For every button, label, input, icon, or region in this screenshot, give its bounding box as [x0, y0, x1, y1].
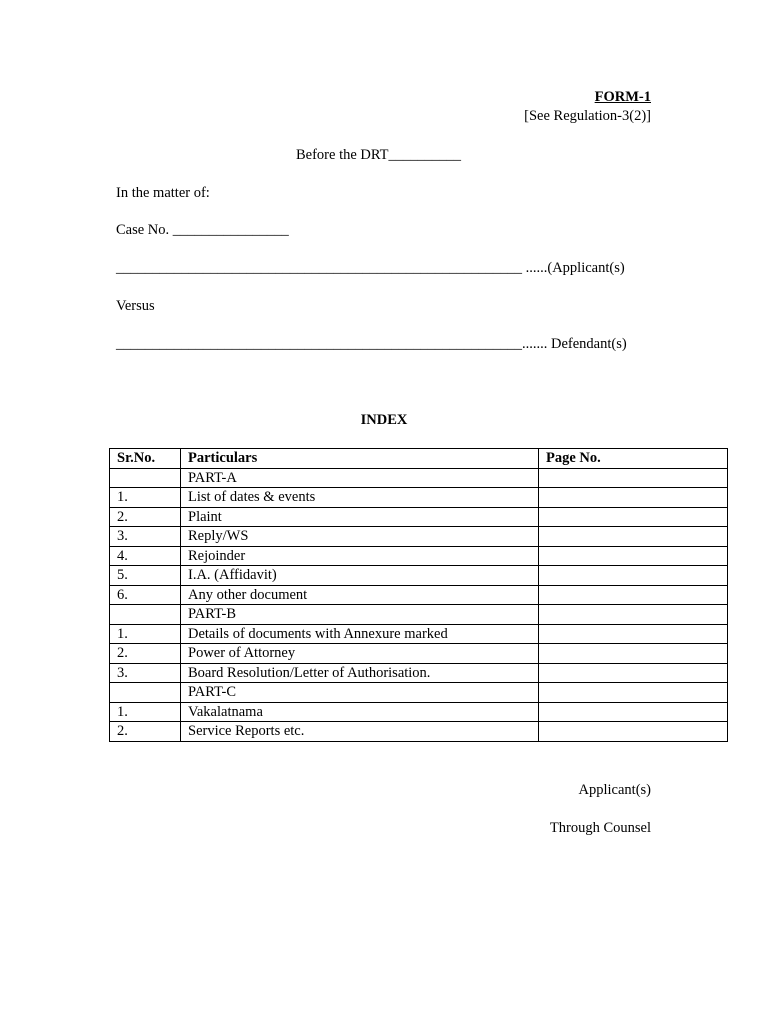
page-no-cell [539, 468, 728, 488]
before-drt-line: Before the DRT__________ [296, 147, 462, 163]
particulars-cell: Details of documents with Annexure marked [181, 624, 539, 644]
applicant-line: ________________________________________________________ ......(Applicant(s) [116, 260, 625, 276]
table-row [110, 702, 728, 722]
table-row [110, 527, 728, 547]
particulars-cell: Vakalatnama [181, 702, 539, 722]
sr-no-cell: 5. [110, 566, 181, 586]
table-row [110, 722, 728, 742]
table-part-row [110, 468, 728, 488]
sr-no-cell [110, 683, 181, 703]
particulars-cell: Board Resolution/Letter of Authorisation. [181, 663, 539, 683]
particulars-cell: Power of Attorney [181, 644, 539, 664]
particulars-cell: PART-A [181, 468, 539, 488]
versus-label: Versus [116, 298, 155, 314]
particulars-cell: List of dates & events [181, 488, 539, 508]
table-row [110, 624, 728, 644]
page-no-cell [539, 722, 728, 742]
sr-no-cell [110, 605, 181, 625]
sr-no-cell: 3. [110, 663, 181, 683]
particulars-cell: Any other document [181, 585, 539, 605]
page-no-cell [539, 527, 728, 547]
page-no-cell [539, 585, 728, 605]
table-row [110, 546, 728, 566]
page-no-cell [539, 507, 728, 527]
particulars-cell: PART-C [181, 683, 539, 703]
index-table-body [110, 468, 728, 741]
sr-no-cell: 1. [110, 624, 181, 644]
table-part-row [110, 605, 728, 625]
page-no-cell [539, 644, 728, 664]
particulars-cell: PART-B [181, 605, 539, 625]
page-no-cell [539, 683, 728, 703]
page-no-cell [539, 566, 728, 586]
table-part-row [110, 683, 728, 703]
sr-no-cell: 2. [110, 644, 181, 664]
table-row [110, 566, 728, 586]
table-row [110, 585, 728, 605]
sr-no-cell: 6. [110, 585, 181, 605]
particulars-cell: Service Reports etc. [181, 722, 539, 742]
particulars-cell: I.A. (Affidavit) [181, 566, 539, 586]
index-title: INDEX [360, 412, 408, 428]
table-row [110, 488, 728, 508]
page-no-cell [539, 605, 728, 625]
column-header-sr-no: Sr.No. [110, 449, 181, 469]
form-title: FORM-1 [594, 89, 651, 105]
sr-no-cell: 1. [110, 488, 181, 508]
table-row [110, 663, 728, 683]
signature-through-counsel: Through Counsel [549, 820, 651, 836]
in-the-matter-label: In the matter of: [116, 185, 210, 201]
table-row [110, 644, 728, 664]
particulars-cell: Rejoinder [181, 546, 539, 566]
index-table [109, 448, 728, 742]
defendant-line: ________________________________________________________....... Defendant(s) [116, 336, 627, 352]
case-number-line: Case No. ________________ [116, 222, 289, 238]
page-no-cell [539, 624, 728, 644]
column-header-page-no: Page No. [539, 449, 728, 469]
signature-applicant: Applicant(s) [578, 782, 651, 798]
index-header-row [110, 449, 728, 469]
sr-no-cell: 3. [110, 527, 181, 547]
sr-no-cell [110, 468, 181, 488]
sr-no-cell: 1. [110, 702, 181, 722]
page-no-cell [539, 488, 728, 508]
page-no-cell [539, 546, 728, 566]
sr-no-cell: 4. [110, 546, 181, 566]
particulars-cell: Plaint [181, 507, 539, 527]
particulars-cell: Reply/WS [181, 527, 539, 547]
sr-no-cell: 2. [110, 507, 181, 527]
page-no-cell [539, 663, 728, 683]
sr-no-cell: 2. [110, 722, 181, 742]
table-row [110, 507, 728, 527]
regulation-reference: [See Regulation-3(2)] [524, 108, 651, 124]
column-header-particulars: Particulars [181, 449, 539, 469]
page-no-cell [539, 702, 728, 722]
